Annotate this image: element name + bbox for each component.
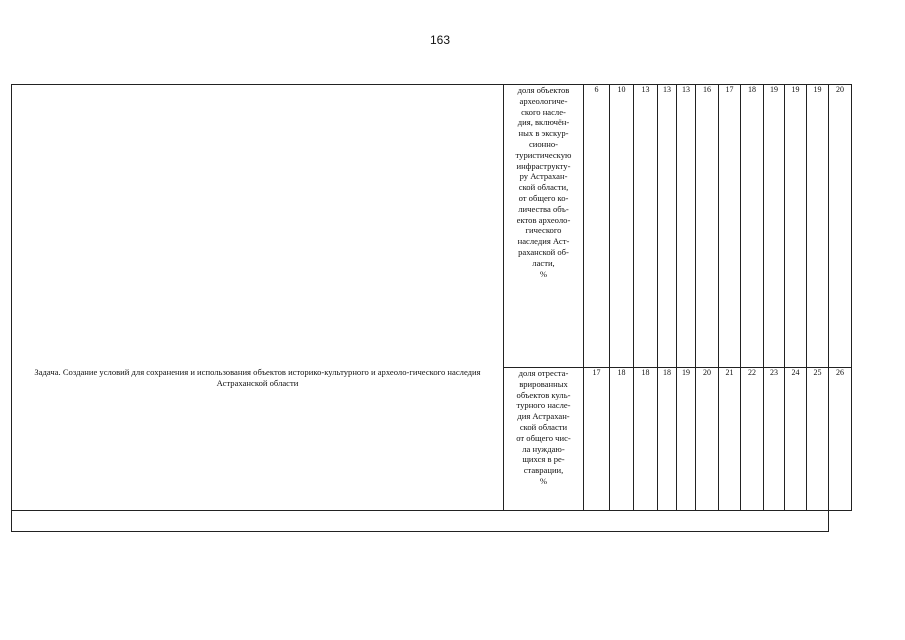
value-cell: 6 xyxy=(584,85,610,368)
value-cell: 26 xyxy=(829,368,852,511)
value-cell: 20 xyxy=(829,85,852,368)
indicator-table xyxy=(11,84,852,532)
value-cell: 13 xyxy=(677,85,696,368)
value-cell: 24 xyxy=(785,368,807,511)
value-cell: 10 xyxy=(610,85,634,368)
indicator-cell xyxy=(504,368,584,511)
page-number: 163 xyxy=(429,33,451,47)
value-cell: 19 xyxy=(764,85,785,368)
value-cell: 25 xyxy=(807,368,829,511)
value-cell: 23 xyxy=(764,368,785,511)
value-cell: 19 xyxy=(807,85,829,368)
value-cell: 18 xyxy=(658,368,677,511)
value-cell: 17 xyxy=(584,368,610,511)
table-row xyxy=(12,85,852,368)
task-cell xyxy=(12,85,504,511)
indicator-cell xyxy=(504,85,584,368)
value-cell: 18 xyxy=(741,85,764,368)
indicator-text: доля отреста- врированных объектов куль- турного насле- дия Астрахан- ской области от общего чис- ла нуждаю- щихся в ре- ставрации, % xyxy=(516,368,571,486)
value-cell: 20 xyxy=(696,368,719,511)
value-cell: 19 xyxy=(785,85,807,368)
value-cell: 19 xyxy=(677,368,696,511)
value-cell: 16 xyxy=(696,85,719,368)
value-cell: 21 xyxy=(719,368,741,511)
value-cell: 18 xyxy=(610,368,634,511)
table-row xyxy=(12,511,852,532)
task-text: Задача. Создание условий для сохранения и использования объектов историко-культурного и археоло-гического наследия Астраханской области xyxy=(34,367,481,388)
empty-cell xyxy=(12,511,829,532)
value-cell: 22 xyxy=(741,368,764,511)
value-cell: 13 xyxy=(658,85,677,368)
value-cell: 18 xyxy=(634,368,658,511)
indicator-text: доля объектов археологиче- ского насле- дия, включён- ных в экскур- сионно- туристическую инфраструкту- ру Астрахан- ской области, от общего ко- личества объ- ектов археоло- гического наследия Аст- раханской об- ласти, % xyxy=(515,85,572,279)
value-cell: 13 xyxy=(634,85,658,368)
value-cell: 17 xyxy=(719,85,741,368)
